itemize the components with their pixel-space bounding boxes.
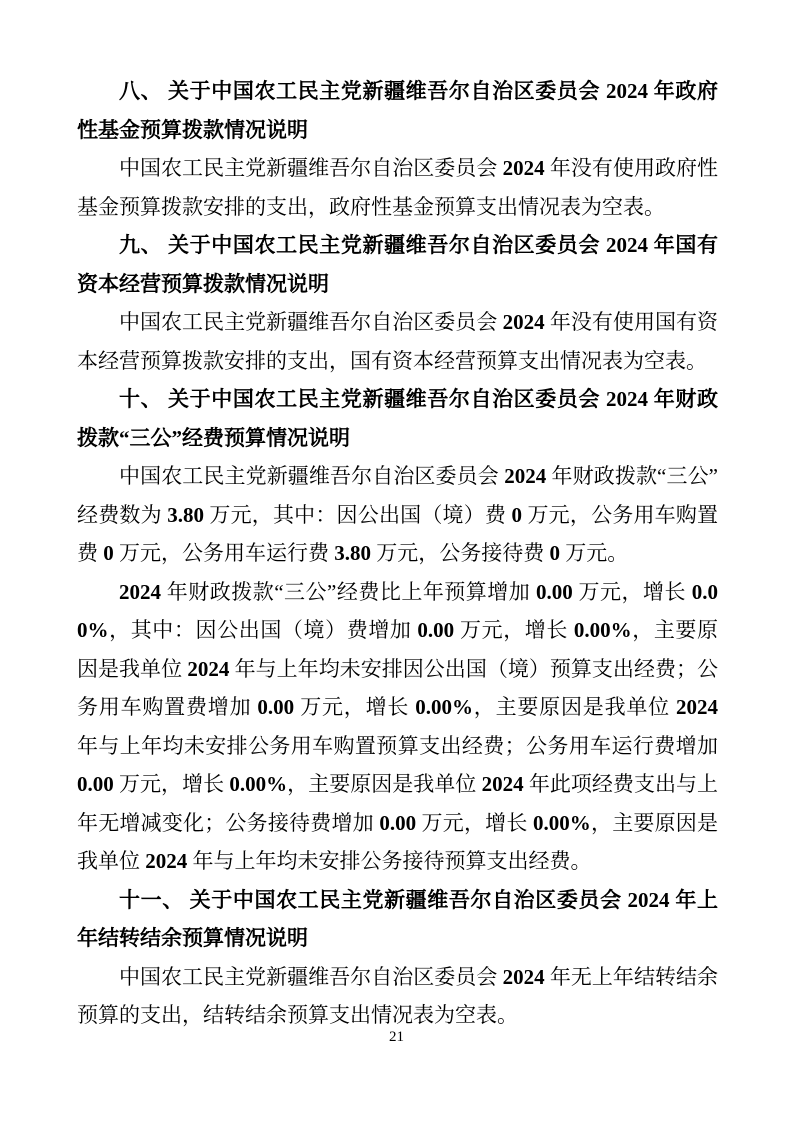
section-8-paragraph: 中国农工民主党新疆维吾尔自治区委员会 2024 年没有使用政府性基金预算拨款安排的支出，政府性基金预算支出情况表为空表。 [77, 156, 719, 219]
section-10-three-public-expenses [77, 380, 718, 881]
section-10-heading: 十、 关于中国农工民主党新疆维吾尔自治区委员会 2024 年财政拨款“三公”经费预算情况说明 [77, 387, 719, 450]
section-11-carryover-balance [77, 881, 718, 1035]
section-9-state-capital [77, 226, 718, 380]
section-9-paragraph: 中国农工民主党新疆维吾尔自治区委员会 2024 年没有使用国有资本经营预算拨款安排的支出，国有资本经营预算支出情况表为空表。 [77, 310, 719, 373]
section-8-government-funds [77, 72, 718, 226]
page-number: 21 [389, 1029, 404, 1045]
section-10-paragraph-2: 2024 年财政拨款“三公”经费比上年预算增加 0.00 万元，增长 0.00%，其中：因公出国（境）费增加 0.00 万元，增长 0.00%，主要原因是我单位 2024 年与上年均未安排因公出国（境）预算支出经费；公务用车购置费增加 0.00 万元，增长 0.00%，主要原因是我单位 2024 年与上年均未安排公务用车购置预算支出经费；公务用车运行费增加 0.00 万元，增长 0.00%，主要原因是我单位 2024 年此项经费支出与上年无增减变化；公务接待费增加 0.00 万元，增长 0.00%，主要原因是我单位 2024 年与上年均未安排公务接待预算支出经费。 [77, 579, 719, 873]
section-10-paragraph-1: 中国农工民主党新疆维吾尔自治区委员会 2024 年财政拨款“三公”经费数为 3.80 万元，其中：因公出国（境）费 0 万元，公务用车购置费 0 万元，公务用车运行费 3.80 万元，公务接待费 0 万元。 [77, 464, 719, 565]
section-8-heading: 八、 关于中国农工民主党新疆维吾尔自治区委员会 2024 年政府性基金预算拨款情况说明 [77, 79, 719, 142]
section-9-heading: 九、 关于中国农工民主党新疆维吾尔自治区委员会 2024 年国有资本经营预算拨款情况说明 [77, 233, 719, 296]
section-11-heading: 十一、 关于中国农工民主党新疆维吾尔自治区委员会 2024 年上年结转结余预算情况说明 [77, 887, 719, 950]
section-11-paragraph: 中国农工民主党新疆维吾尔自治区委员会 2024 年无上年结转结余预算的支出，结转结余预算支出情况表为空表。 [77, 964, 719, 1027]
